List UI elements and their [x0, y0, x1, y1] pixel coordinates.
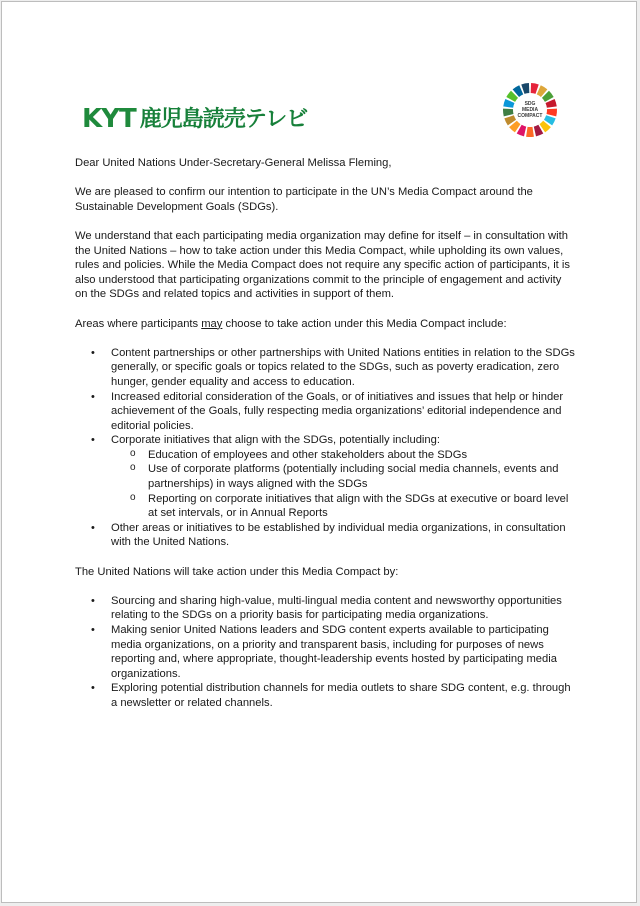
sub-list-item: o Reporting on corporate initiatives that align with the SDGs at executive or board level at set intervals, or in Annual Reports: [111, 492, 575, 521]
letter-body: [75, 156, 575, 711]
areas-intro-may: may: [201, 317, 223, 330]
logo-japanese: 鹿児島読売テレビ: [139, 107, 308, 132]
areas-list: [75, 346, 575, 550]
areas-intro-start: Areas where participants: [75, 317, 202, 330]
list-item: • Increased editorial consideration of the Goals, or of initiatives and issues that help or hinder achievement of the Goals, fully respecting media organizations’ editorial independence and editorial policies.: [75, 390, 575, 434]
un-actions-intro: The United Nations will take action under this Media Compact by:: [75, 565, 399, 578]
sdg-badge-line1: SDG: [524, 101, 536, 107]
sub-list-item: o Education of employees and other stakeholders about the SDGs: [111, 448, 575, 463]
list-item: • Sourcing and sharing high-value, multi-lingual media content and newsworthy opportunities relating to the SDGs on a priority basis for participating media organizations.: [75, 594, 575, 623]
logo-latin: KYT: [82, 104, 136, 134]
list-item-text: Corporate initiatives that align with the SDGs, potentially including:: [111, 434, 440, 447]
list-item: • Exploring potential distribution channels for media outlets to share SDG content, e.g. through a newsletter or related channels.: [75, 681, 575, 710]
paragraph-understanding: We understand that each participating media organization may define for itself – in consultation with the United Nations – how to take action under this Media Compact, while upholding its own values, rules and policies. While the Media Compact does not require any specific action of participants, it is also understood that participating organizations commit to the principle of engagement and activity on the SDGs and related topics and activities in support of them.: [75, 229, 570, 301]
corporate-sublist: [111, 448, 575, 521]
kyt-logo: [82, 106, 307, 132]
sub-list-item: o Use of corporate platforms (potentially including social media channels, events and partnerships) in ways aligned with the SDGs: [111, 462, 575, 491]
sdg-media-compact-badge: [502, 82, 558, 138]
un-actions-list: [75, 594, 575, 711]
list-item: • Content partnerships or other partnerships with United Nations entities in relation to the SDGs generally, or specific goals or topics related to the SDGs, such as poverty eradication, zero hunger, gender equality and access to education.: [75, 346, 575, 390]
list-item: [75, 433, 575, 521]
areas-intro: [75, 317, 575, 332]
paragraph-intention: We are pleased to confirm our intention to participate in the UN’s Media Compact around the Sustainable Development Goals (SDGs).: [75, 186, 533, 213]
areas-intro-end: choose to take action under this Media Compact include:: [222, 317, 507, 330]
list-item: • Making senior United Nations leaders and SDG content experts available to participating media organizations, on a priority and transparent basis, including for purposes of news reporting and, where appropriate, thought-leadership events hosted by participating media organizations.: [75, 623, 575, 681]
salutation: Dear United Nations Under-Secretary-General Melissa Fleming,: [75, 157, 392, 169]
sdg-badge-line3: COMPACT: [517, 113, 543, 119]
letter-page: [1, 1, 637, 903]
sdg-badge-line2: MEDIA: [521, 107, 539, 113]
list-item: • Other areas or initiatives to be established by individual media organizations, in consultation with the United Nations.: [75, 521, 575, 550]
